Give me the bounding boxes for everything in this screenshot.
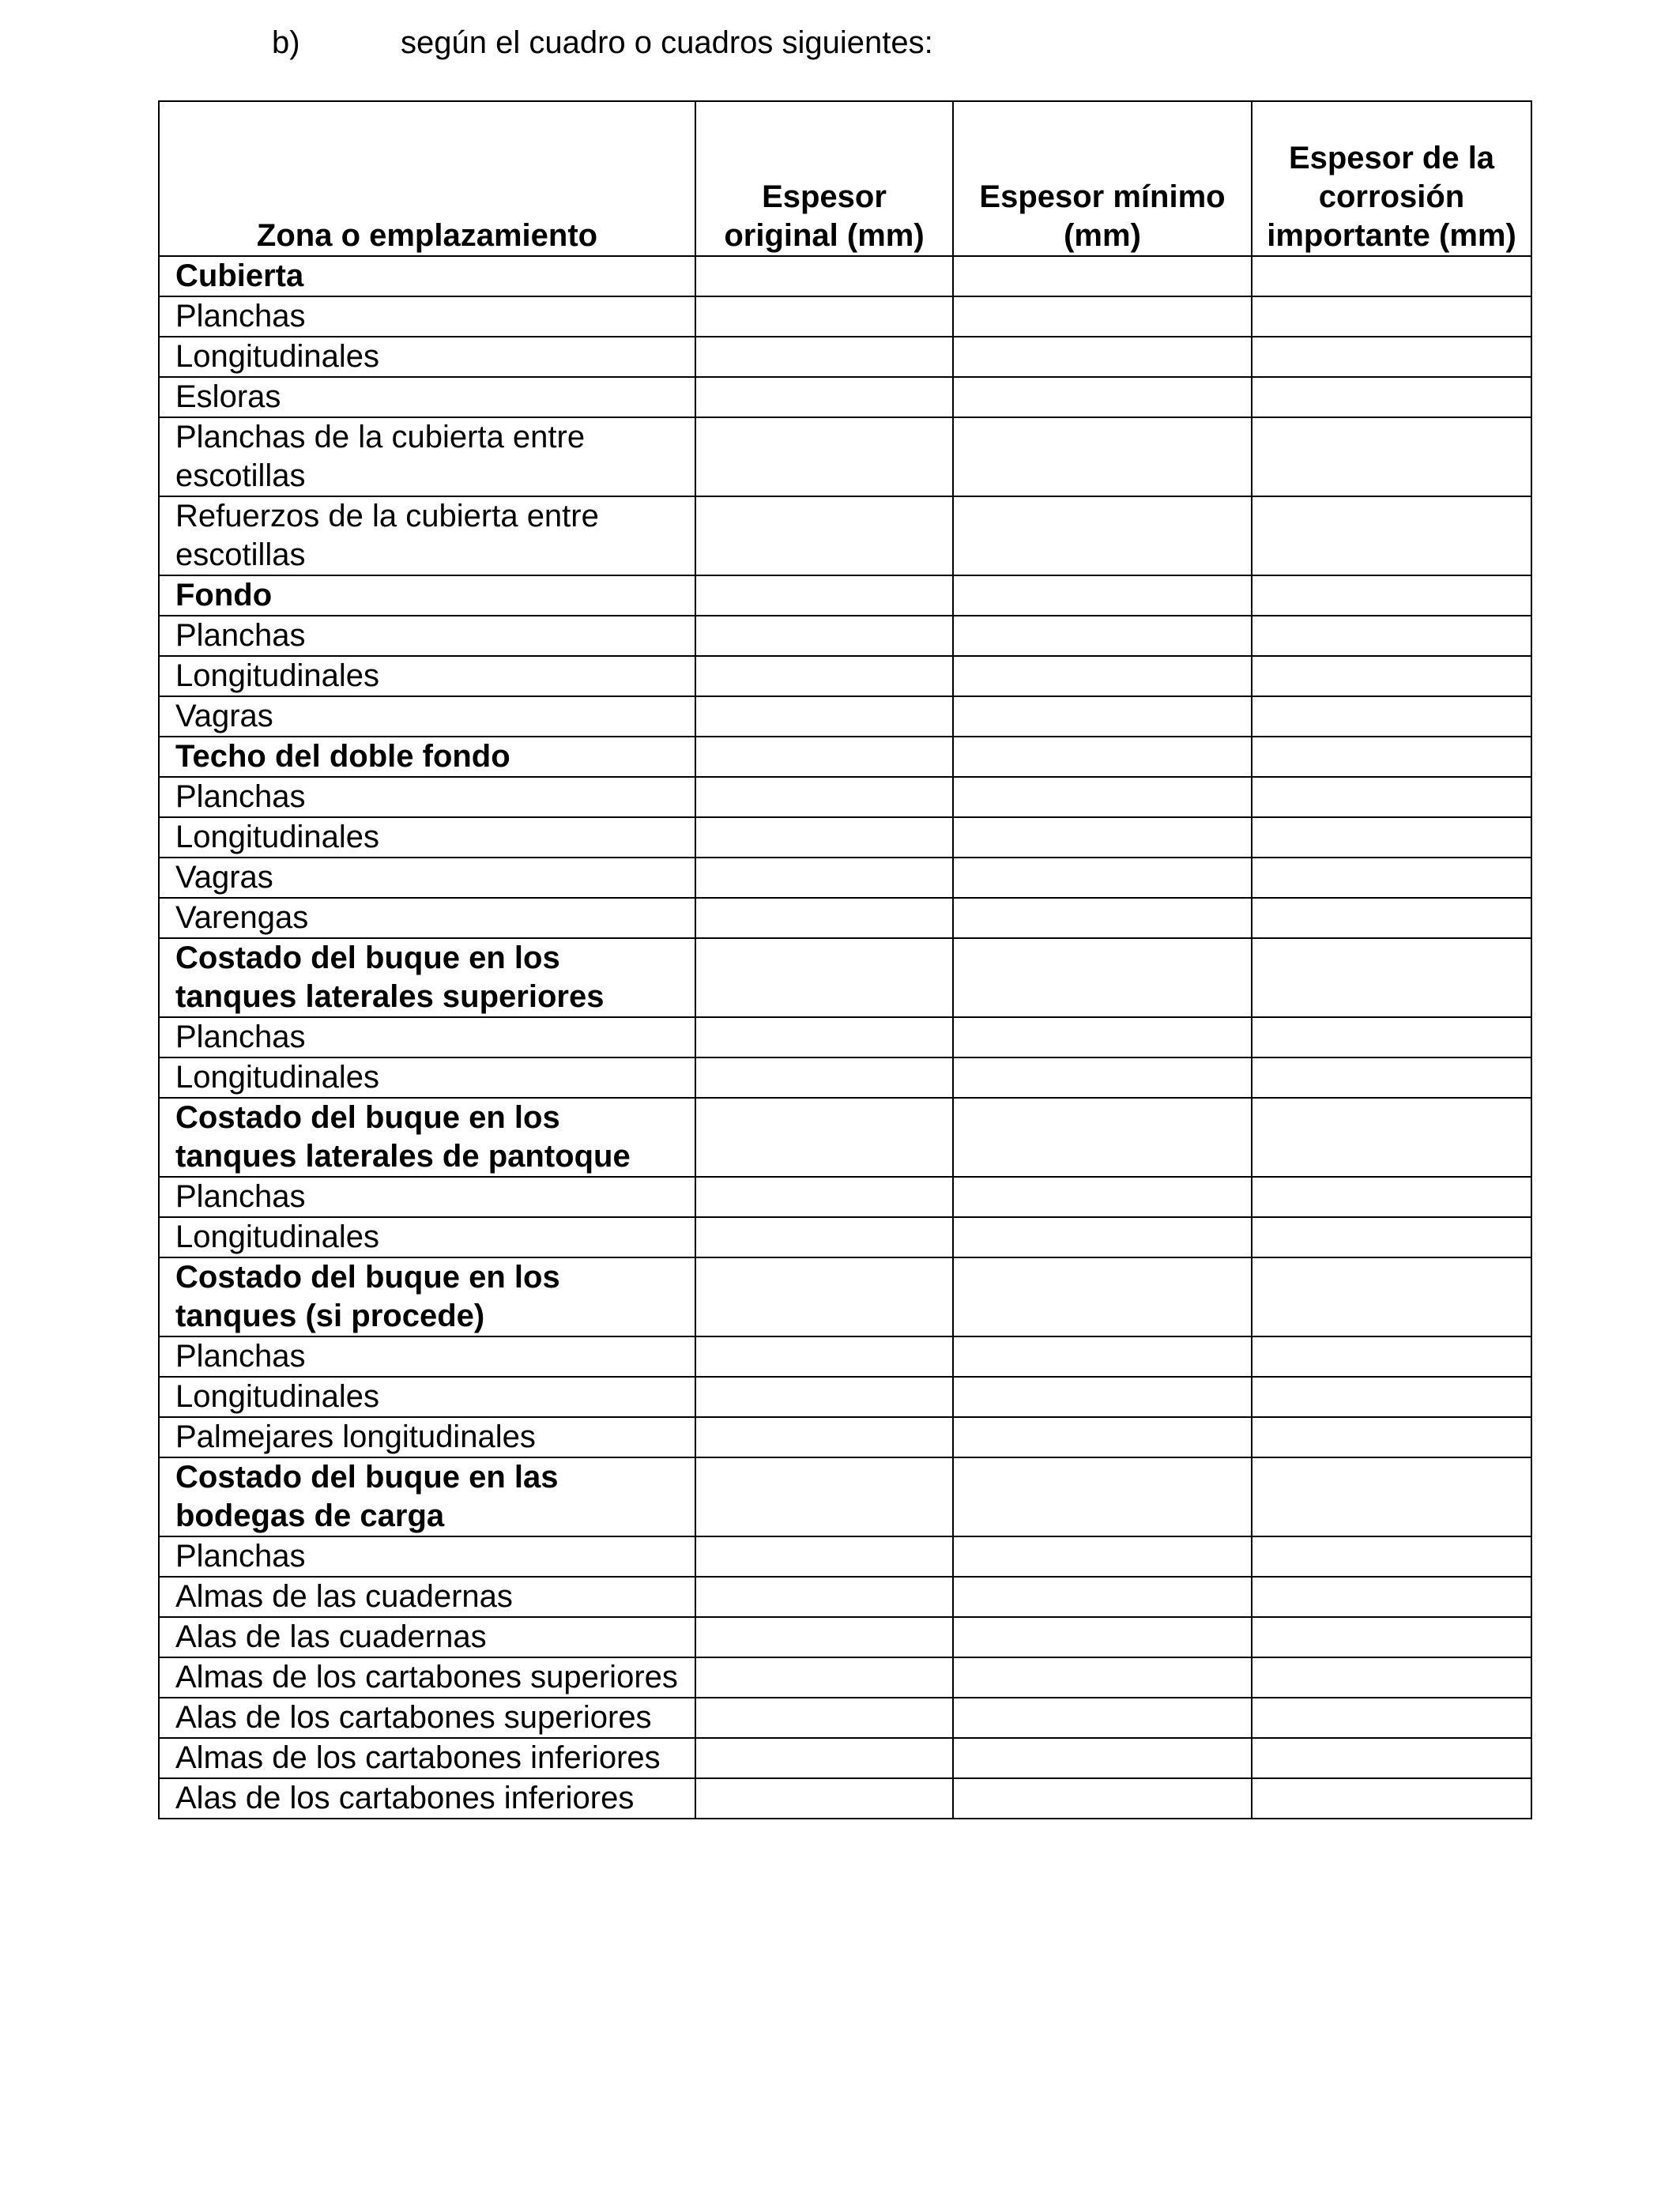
table-row: [159, 1577, 1531, 1617]
substantial-corrosion-cell: [1252, 898, 1531, 938]
section-heading-cell: Techo del doble fondo: [159, 737, 695, 777]
original-thickness-cell: [695, 337, 953, 377]
table-row: [159, 817, 1531, 858]
substantial-corrosion-cell: [1252, 377, 1531, 417]
minimum-thickness-cell: [953, 337, 1252, 377]
substantial-corrosion-cell: [1252, 1698, 1531, 1738]
substantial-corrosion-cell: [1252, 938, 1531, 1017]
substantial-corrosion-cell: [1252, 1778, 1531, 1819]
zone-cell: Alas de los cartabones inferiores: [159, 1778, 695, 1819]
original-thickness-cell: [695, 1257, 953, 1336]
table-row: [159, 777, 1531, 817]
zone-cell: Alas de los cartabones superiores: [159, 1698, 695, 1738]
substantial-corrosion-cell: [1252, 696, 1531, 737]
table-row: [159, 1738, 1531, 1778]
original-thickness-cell: [695, 1698, 953, 1738]
substantial-corrosion-cell: [1252, 817, 1531, 858]
substantial-corrosion-cell: [1252, 737, 1531, 777]
substantial-corrosion-cell: [1252, 1377, 1531, 1417]
minimum-thickness-cell: [953, 1577, 1252, 1617]
minimum-thickness-cell: [953, 1738, 1252, 1778]
original-thickness-cell: [695, 1098, 953, 1177]
substantial-corrosion-cell: [1252, 616, 1531, 656]
substantial-corrosion-cell: [1252, 1617, 1531, 1657]
table-row: [159, 898, 1531, 938]
minimum-thickness-cell: [953, 817, 1252, 858]
original-thickness-cell: [695, 1057, 953, 1098]
table-row: [159, 1217, 1531, 1257]
minimum-thickness-cell: [953, 417, 1252, 496]
original-thickness-cell: [695, 575, 953, 616]
original-thickness-cell: [695, 1336, 953, 1377]
substantial-corrosion-cell: [1252, 1577, 1531, 1617]
section-heading-cell: Costado del buque en los tanques (si procede): [159, 1257, 695, 1336]
list-marker: b): [272, 25, 300, 60]
minimum-thickness-cell: [953, 898, 1252, 938]
substantial-corrosion-cell: [1252, 656, 1531, 696]
minimum-thickness-cell: [953, 1377, 1252, 1417]
substantial-corrosion-cell: [1252, 496, 1531, 575]
minimum-thickness-cell: [953, 1536, 1252, 1577]
table-row: [159, 616, 1531, 656]
minimum-thickness-cell: [953, 656, 1252, 696]
original-thickness-cell: [695, 1217, 953, 1257]
section-heading-cell: Costado del buque en las bodegas de carga: [159, 1457, 695, 1536]
table-row: [159, 1698, 1531, 1738]
table-row: [159, 1257, 1531, 1336]
table-row: [159, 737, 1531, 777]
substantial-corrosion-cell: [1252, 1217, 1531, 1257]
substantial-corrosion-cell: [1252, 1257, 1531, 1336]
header-original-thickness: Espesor original (mm): [695, 101, 953, 256]
original-thickness-cell: [695, 1617, 953, 1657]
zone-cell: Almas de las cuadernas: [159, 1577, 695, 1617]
original-thickness-cell: [695, 817, 953, 858]
minimum-thickness-cell: [953, 1457, 1252, 1536]
substantial-corrosion-cell: [1252, 858, 1531, 898]
original-thickness-cell: [695, 1577, 953, 1617]
table-row: [159, 1778, 1531, 1819]
header-substantial-corrosion: Espesor de la corrosión importante (mm): [1252, 101, 1531, 256]
zone-cell: Almas de los cartabones superiores: [159, 1657, 695, 1698]
substantial-corrosion-cell: [1252, 1177, 1531, 1217]
original-thickness-cell: [695, 1536, 953, 1577]
minimum-thickness-cell: [953, 1017, 1252, 1057]
zone-cell: Refuerzos de la cubierta entre escotillas: [159, 496, 695, 575]
table-row: [159, 1657, 1531, 1698]
minimum-thickness-cell: [953, 1257, 1252, 1336]
zone-cell: Planchas: [159, 1536, 695, 1577]
table-row: [159, 696, 1531, 737]
original-thickness-cell: [695, 858, 953, 898]
zone-cell: Longitudinales: [159, 1057, 695, 1098]
table-row: [159, 1098, 1531, 1177]
zone-cell: Esloras: [159, 377, 695, 417]
section-heading-cell: Costado del buque en los tanques laterales superiores: [159, 938, 695, 1017]
zone-cell: Longitudinales: [159, 1377, 695, 1417]
original-thickness-cell: [695, 696, 953, 737]
original-thickness-cell: [695, 656, 953, 696]
minimum-thickness-cell: [953, 938, 1252, 1017]
zone-cell: Almas de los cartabones inferiores: [159, 1738, 695, 1778]
table-row: [159, 496, 1531, 575]
table-row: [159, 1457, 1531, 1536]
original-thickness-cell: [695, 417, 953, 496]
minimum-thickness-cell: [953, 777, 1252, 817]
table-row: [159, 938, 1531, 1017]
zone-cell: Longitudinales: [159, 656, 695, 696]
minimum-thickness-cell: [953, 1177, 1252, 1217]
substantial-corrosion-cell: [1252, 1017, 1531, 1057]
substantial-corrosion-cell: [1252, 1336, 1531, 1377]
zone-cell: Longitudinales: [159, 817, 695, 858]
section-heading-cell: Cubierta: [159, 256, 695, 296]
original-thickness-cell: [695, 496, 953, 575]
header-minimum-thickness: Espesor mínimo (mm): [953, 101, 1252, 256]
original-thickness-cell: [695, 777, 953, 817]
table-row: [159, 377, 1531, 417]
original-thickness-cell: [695, 377, 953, 417]
table-body: [159, 256, 1531, 1819]
intro-text: según el cuadro o cuadros siguientes:: [401, 25, 933, 60]
zone-cell: Palmejares longitudinales: [159, 1417, 695, 1457]
intro-line: [272, 22, 933, 63]
zone-cell: Planchas: [159, 1336, 695, 1377]
substantial-corrosion-cell: [1252, 296, 1531, 337]
substantial-corrosion-cell: [1252, 256, 1531, 296]
header-row: [159, 101, 1531, 256]
table-row: [159, 575, 1531, 616]
minimum-thickness-cell: [953, 858, 1252, 898]
table-row: [159, 1617, 1531, 1657]
table-row: [159, 417, 1531, 496]
minimum-thickness-cell: [953, 496, 1252, 575]
zone-cell: Planchas de la cubierta entre escotillas: [159, 417, 695, 496]
substantial-corrosion-cell: [1252, 1657, 1531, 1698]
original-thickness-cell: [695, 1017, 953, 1057]
original-thickness-cell: [695, 616, 953, 656]
zone-cell: Vagras: [159, 696, 695, 737]
table-row: [159, 337, 1531, 377]
minimum-thickness-cell: [953, 1098, 1252, 1177]
table-row: [159, 1057, 1531, 1098]
substantial-corrosion-cell: [1252, 1738, 1531, 1778]
zone-cell: Planchas: [159, 296, 695, 337]
section-heading-cell: Fondo: [159, 575, 695, 616]
minimum-thickness-cell: [953, 256, 1252, 296]
table-row: [159, 1377, 1531, 1417]
table-row: [159, 858, 1531, 898]
table-row: [159, 256, 1531, 296]
substantial-corrosion-cell: [1252, 417, 1531, 496]
original-thickness-cell: [695, 1778, 953, 1819]
zone-cell: Planchas: [159, 1177, 695, 1217]
substantial-corrosion-cell: [1252, 1457, 1531, 1536]
minimum-thickness-cell: [953, 296, 1252, 337]
substantial-corrosion-cell: [1252, 575, 1531, 616]
zone-cell: Longitudinales: [159, 1217, 695, 1257]
substantial-corrosion-cell: [1252, 1536, 1531, 1577]
zone-cell: Planchas: [159, 1017, 695, 1057]
minimum-thickness-cell: [953, 1657, 1252, 1698]
table-row: [159, 1536, 1531, 1577]
minimum-thickness-cell: [953, 1057, 1252, 1098]
header-zone: Zona o emplazamiento: [159, 101, 695, 256]
original-thickness-cell: [695, 1738, 953, 1778]
substantial-corrosion-cell: [1252, 1057, 1531, 1098]
minimum-thickness-cell: [953, 616, 1252, 656]
table-row: [159, 656, 1531, 696]
section-heading-cell: Costado del buque en los tanques laterales de pantoque: [159, 1098, 695, 1177]
table-row: [159, 1336, 1531, 1377]
minimum-thickness-cell: [953, 1617, 1252, 1657]
zone-cell: Varengas: [159, 898, 695, 938]
zone-cell: Planchas: [159, 616, 695, 656]
substantial-corrosion-cell: [1252, 337, 1531, 377]
minimum-thickness-cell: [953, 1417, 1252, 1457]
minimum-thickness-cell: [953, 1336, 1252, 1377]
original-thickness-cell: [695, 1457, 953, 1536]
zone-cell: Planchas: [159, 777, 695, 817]
minimum-thickness-cell: [953, 1217, 1252, 1257]
original-thickness-cell: [695, 898, 953, 938]
zone-cell: Longitudinales: [159, 337, 695, 377]
original-thickness-cell: [695, 256, 953, 296]
zone-cell: Alas de las cuadernas: [159, 1617, 695, 1657]
substantial-corrosion-cell: [1252, 777, 1531, 817]
zone-cell: Vagras: [159, 858, 695, 898]
minimum-thickness-cell: [953, 1698, 1252, 1738]
minimum-thickness-cell: [953, 737, 1252, 777]
minimum-thickness-cell: [953, 696, 1252, 737]
original-thickness-cell: [695, 1657, 953, 1698]
table-row: [159, 296, 1531, 337]
original-thickness-cell: [695, 938, 953, 1017]
substantial-corrosion-cell: [1252, 1417, 1531, 1457]
original-thickness-cell: [695, 1177, 953, 1217]
minimum-thickness-cell: [953, 1778, 1252, 1819]
minimum-thickness-cell: [953, 575, 1252, 616]
substantial-corrosion-cell: [1252, 1098, 1531, 1177]
original-thickness-cell: [695, 296, 953, 337]
table-row: [159, 1417, 1531, 1457]
thickness-table: [158, 100, 1532, 1819]
original-thickness-cell: [695, 737, 953, 777]
minimum-thickness-cell: [953, 377, 1252, 417]
original-thickness-cell: [695, 1417, 953, 1457]
original-thickness-cell: [695, 1377, 953, 1417]
table-row: [159, 1017, 1531, 1057]
table-row: [159, 1177, 1531, 1217]
